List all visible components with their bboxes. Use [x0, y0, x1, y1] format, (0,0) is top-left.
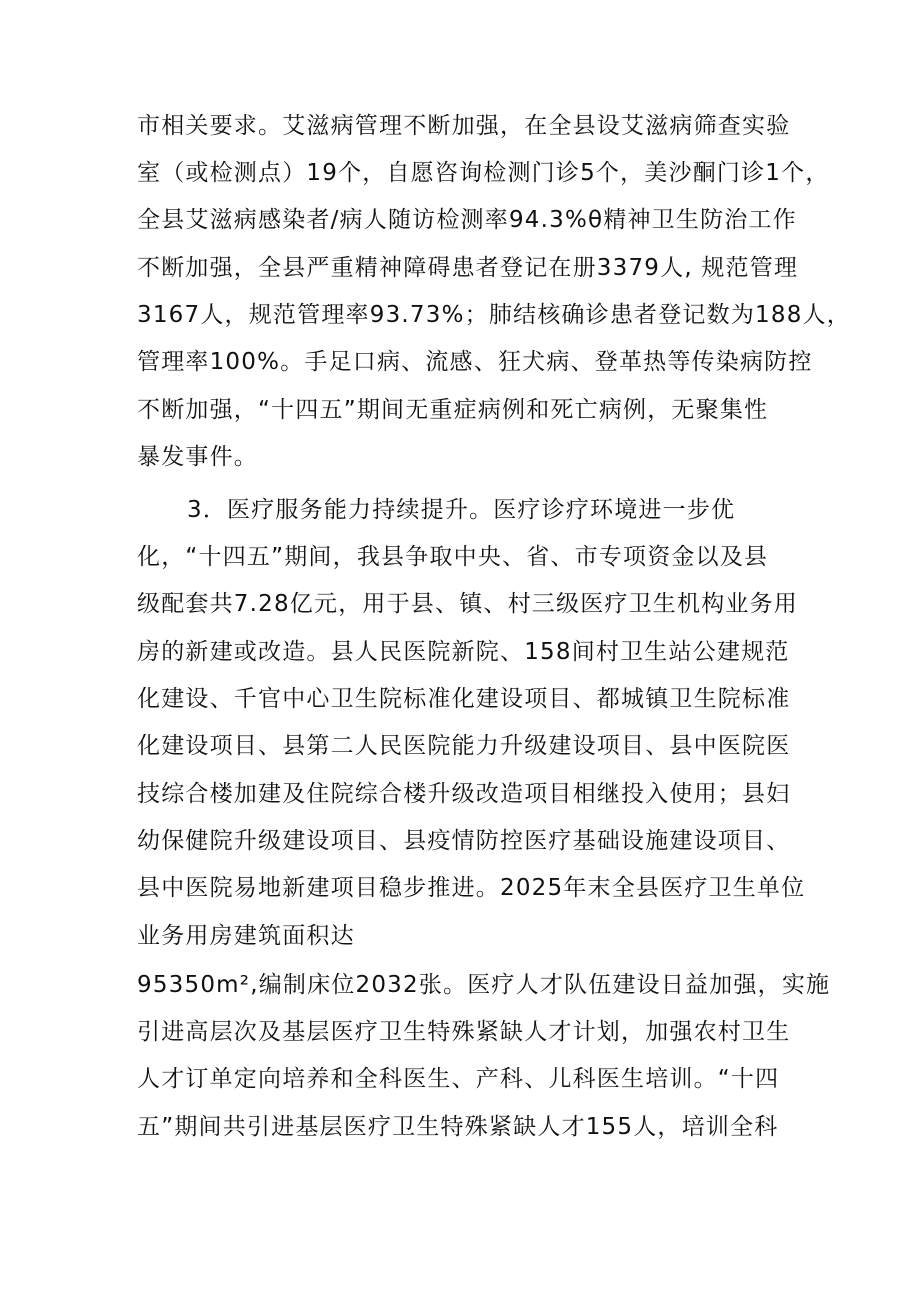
- text-line: 全县艾滋病感染者/病人随访检测率94.3%θ精神卫生防治工作: [137, 207, 797, 233]
- text-line: 不断加强，全县严重精神障碍患者登记在册3379人, 规范管理: [137, 255, 799, 281]
- text-line: 县中医院易地新建项目稳步推进。2025年末全县医疗卫生单位: [137, 875, 806, 901]
- text-line: 级配套共7.28亿元，用于县、镇、村三级医疗卫生机构业务用: [137, 591, 799, 617]
- text-line: 不断加强，“十四五”期间无重症病例和死亡病例，无聚集性: [137, 397, 769, 423]
- text-line: 引进高层次及基层医疗卫生特殊紧缺人才计划，加强农村卫生: [137, 1019, 791, 1045]
- section-heading-line: 3．医疗服务能力持续提升。医疗诊疗环境进一步优: [187, 497, 736, 523]
- text-line: 市相关要求。艾滋病管理不断加强，在全县设艾滋病筛查实验: [137, 113, 791, 139]
- text-line: 幼保健院升级建设项目、县疫情防控医疗基础设施建设项目、: [137, 828, 791, 854]
- text-line: 化建设项目、县第二人民医院能力升级建设项目、县中医院医: [137, 733, 791, 759]
- text-line: 化，“十四五”期间，我县争取中央、省、市专项资金以及县: [137, 544, 769, 570]
- text-line: 业务用房建筑面积达: [137, 923, 355, 949]
- text-line: 管理率100%。手足口病、流感、狂犬病、登革热等传染病防控: [137, 349, 813, 375]
- text-line: 95350m²,编制床位2032张。医疗人才队伍建设日益加强，实施: [137, 972, 831, 998]
- text-line: 技综合楼加建及住院综合楼升级改造项目相继投入使用；县妇: [137, 781, 791, 807]
- text-line: 人才订单定向培养和全科医生、产科、儿科医生培训。“十四: [137, 1066, 780, 1092]
- text-line: 3167人，规范管理率93.73%；肺结核确诊患者登记数为188人，: [137, 302, 851, 328]
- text-line: 房的新建或改造。县人民医院新院、158间村卫生站公建规范: [137, 639, 790, 665]
- text-line: 化建设、千官中心卫生院标准化建设项目、都城镇卫生院标准: [137, 686, 791, 712]
- text-line: 五”期间共引进基层医疗卫生特殊紧缺人才155人，培训全科: [137, 1114, 779, 1140]
- text-line: 暴发事件。: [137, 444, 258, 470]
- text-line: 室（或检测点）19个，自愿咨询检测门诊5个，美沙酮门诊1个，: [137, 160, 830, 186]
